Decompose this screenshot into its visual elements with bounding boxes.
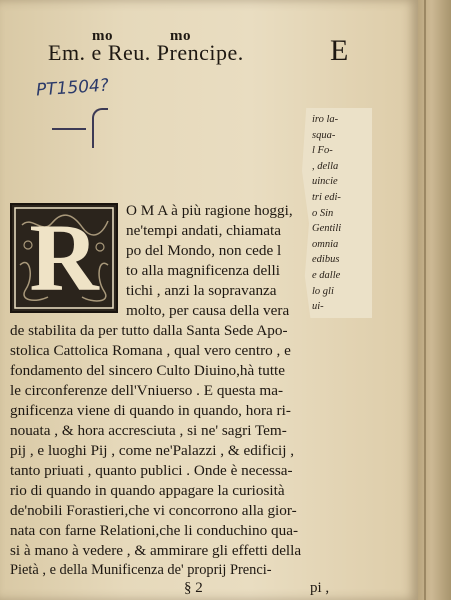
catchword: pi , [310, 580, 330, 596]
decorated-drop-cap [10, 203, 118, 313]
body-line: le circonferenze dell'Vniuerso . E questa ma- [10, 382, 284, 399]
margin-line: uincie [312, 176, 338, 188]
drop-cap-letter: R [29, 204, 99, 311]
body-line: tichi , anzi la sopravanza [126, 282, 277, 299]
margin-line: e dalle [312, 269, 341, 281]
body-line: nata con farne Relationi,che li conduchino qua- [10, 522, 299, 539]
manuscript-hook-mark [92, 108, 108, 148]
body-line: Pietà , e della Munificenza de' proprij Prenci- [10, 562, 272, 578]
margin-line: , della [312, 160, 339, 172]
margin-line: edibus [312, 254, 340, 266]
margin-line: Gentili [312, 223, 342, 235]
signature-mark: § 2 [184, 580, 203, 596]
margin-line: tri edi- [312, 191, 341, 203]
body-line: O M A à più ragione hoggi, [126, 202, 293, 219]
margin-line: l Fo- [312, 145, 333, 157]
body-line: ne'tempi andati, chiamata [126, 222, 281, 239]
body-line: pij , e luoghi Pij , come ne'Palazzi , & edificij , [10, 442, 295, 459]
header-mark-left: mo [92, 28, 113, 44]
page-binding-edge [418, 0, 451, 600]
body-line: to alla magnificenza delli [126, 262, 280, 279]
margin-line: o Sin [312, 207, 334, 219]
body-line: nouata , & hora accresciuta , si ne' sagri Tem- [10, 422, 287, 439]
body-line: si à mano à vedere , & ammirare gli effetti della [10, 542, 302, 559]
body-line: stolica Cattolica Romana , qual vero centro , e [10, 342, 291, 359]
body-line: rio di quando in quando appagare la curiosità [10, 482, 285, 499]
heading-initial: E [330, 34, 349, 67]
body-line: fondamento del sincero Culto Diuino,hà tutte [10, 362, 286, 379]
margin-line: lo gli [312, 285, 334, 297]
margin-line: ui- [312, 301, 324, 313]
margin-fragment-text [312, 112, 382, 315]
page-heading: Em. e Reu. Prencipe. [48, 40, 244, 65]
header-mark-right: mo [170, 28, 191, 44]
body-line: molto, per causa della vera [126, 302, 290, 319]
margin-line: iro la- [312, 114, 339, 125]
body-line: tanto priuati , quanto publici . Onde è necessa- [10, 462, 293, 479]
body-line: de'nobili Forastieri,che vi concorrono alla gior- [10, 502, 297, 519]
margin-line: squa- [312, 129, 336, 141]
body-line: gnificenza viene di quando in quando, hora ri- [10, 402, 291, 419]
manuscript-stroke [52, 128, 86, 130]
body-line: po del Mondo, non cede l [126, 242, 282, 259]
manuscript-shelfmark: PT1504? [35, 75, 110, 101]
margin-line: omnia [312, 238, 339, 250]
body-line: de stabilita da per tutto dalla Santa Sede Apo- [10, 322, 288, 339]
